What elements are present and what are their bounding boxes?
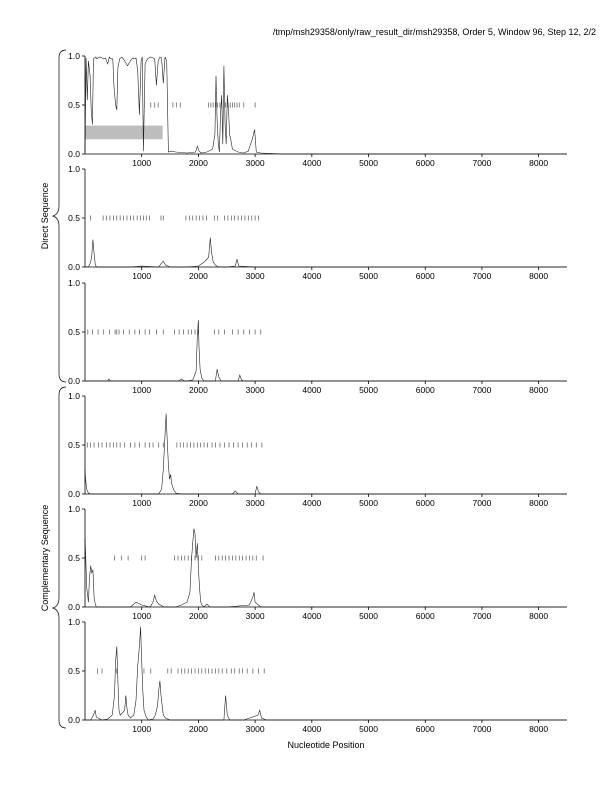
y-tick-label: 1.0 (68, 164, 80, 174)
x-tick-label: 3000 (245, 158, 265, 168)
x-tick-label: 8000 (529, 498, 549, 508)
x-tick-label: 5000 (359, 724, 378, 734)
x-tick-label: 5000 (359, 611, 378, 621)
y-tick-label: 0.5 (68, 100, 80, 110)
y-tick-label: 1.0 (68, 617, 80, 627)
x-tick-label: 8000 (529, 271, 549, 281)
x-tick-label: 5000 (359, 271, 378, 281)
x-tick-label: 2000 (188, 158, 208, 168)
figure-title: /tmp/msh29358/only/raw_result_dir/msh29358, Order 5, Window 96, Step 12, 2/2 (272, 27, 596, 37)
y-tick-label: 0.5 (68, 213, 80, 223)
y-tick-label: 0.0 (68, 715, 80, 725)
y-tick-label: 1.0 (68, 278, 80, 288)
y-tick-label: 1.0 (68, 51, 80, 61)
x-tick-label: 1000 (132, 498, 152, 508)
y-tick-label: 1.0 (68, 504, 80, 514)
x-tick-label: 3000 (245, 611, 265, 621)
x-tick-label: 7000 (472, 158, 492, 168)
y-tick-label: 0.0 (68, 602, 80, 612)
x-tick-label: 5000 (359, 498, 378, 508)
x-tick-label: 2000 (188, 385, 208, 395)
x-axis-label: Nucleotide Position (287, 740, 365, 750)
coding-potential-line (85, 238, 567, 267)
complementary-group-brace (53, 387, 66, 728)
x-tick-label: 8000 (529, 385, 549, 395)
x-tick-label: 6000 (415, 498, 435, 508)
y-tick-label: 0.0 (68, 262, 80, 272)
y-tick-label: 0.0 (68, 376, 80, 386)
panels (68, 51, 567, 734)
complementary-group-label: Complementary Sequence (40, 504, 50, 612)
highlight-rect (85, 126, 163, 140)
y-tick-label: 1.0 (68, 391, 80, 401)
x-tick-label: 7000 (472, 385, 492, 395)
x-tick-label: 3000 (245, 385, 265, 395)
x-tick-label: 7000 (472, 611, 492, 621)
x-tick-label: 5000 (359, 385, 378, 395)
panel-direct-frame-2 (68, 164, 567, 281)
x-tick-label: 5000 (359, 158, 378, 168)
x-tick-label: 6000 (415, 724, 435, 734)
x-tick-label: 4000 (302, 498, 322, 508)
x-tick-label: 1000 (132, 724, 152, 734)
panel-complementary-frame-1 (68, 391, 567, 508)
x-tick-label: 2000 (188, 271, 208, 281)
y-tick-label: 0.5 (68, 327, 80, 337)
coding-potential-line (85, 529, 567, 607)
y-tick-label: 0.0 (68, 489, 80, 499)
x-tick-label: 8000 (529, 611, 549, 621)
x-tick-label: 1000 (132, 271, 152, 281)
coding-potential-line (85, 320, 567, 381)
x-tick-label: 6000 (415, 611, 435, 621)
x-tick-label: 8000 (529, 724, 549, 734)
panel-complementary-frame-2 (68, 504, 567, 621)
panel-direct-frame-3 (68, 278, 567, 395)
x-tick-label: 3000 (245, 271, 265, 281)
x-tick-label: 7000 (472, 724, 492, 734)
y-tick-label: 0.0 (68, 149, 80, 159)
y-tick-label: 0.5 (68, 666, 80, 676)
x-tick-label: 4000 (302, 724, 322, 734)
x-tick-label: 4000 (302, 158, 322, 168)
panel-complementary-frame-3 (68, 617, 567, 734)
x-tick-label: 3000 (245, 498, 265, 508)
x-tick-label: 1000 (132, 611, 152, 621)
coding-potential-line (85, 414, 567, 494)
x-tick-label: 7000 (472, 498, 492, 508)
x-tick-label: 8000 (529, 158, 549, 168)
x-tick-label: 2000 (188, 724, 208, 734)
direct-group-label: Direct Sequence (40, 182, 50, 250)
coding-potential-line (85, 627, 567, 720)
x-tick-label: 1000 (132, 158, 152, 168)
coding-potential-line (85, 57, 567, 154)
x-tick-label: 6000 (415, 158, 435, 168)
y-tick-label: 0.5 (68, 553, 80, 563)
x-tick-label: 2000 (188, 611, 208, 621)
x-tick-label: 4000 (302, 611, 322, 621)
x-tick-label: 2000 (188, 498, 208, 508)
x-tick-label: 6000 (415, 271, 435, 281)
direct-group-brace (53, 50, 66, 382)
x-tick-label: 4000 (302, 271, 322, 281)
x-tick-label: 6000 (415, 385, 435, 395)
x-tick-label: 4000 (302, 385, 322, 395)
panel-direct-frame-1 (68, 51, 567, 168)
y-tick-label: 0.5 (68, 440, 80, 450)
x-tick-label: 3000 (245, 724, 265, 734)
x-tick-label: 1000 (132, 385, 152, 395)
x-tick-label: 7000 (472, 271, 492, 281)
